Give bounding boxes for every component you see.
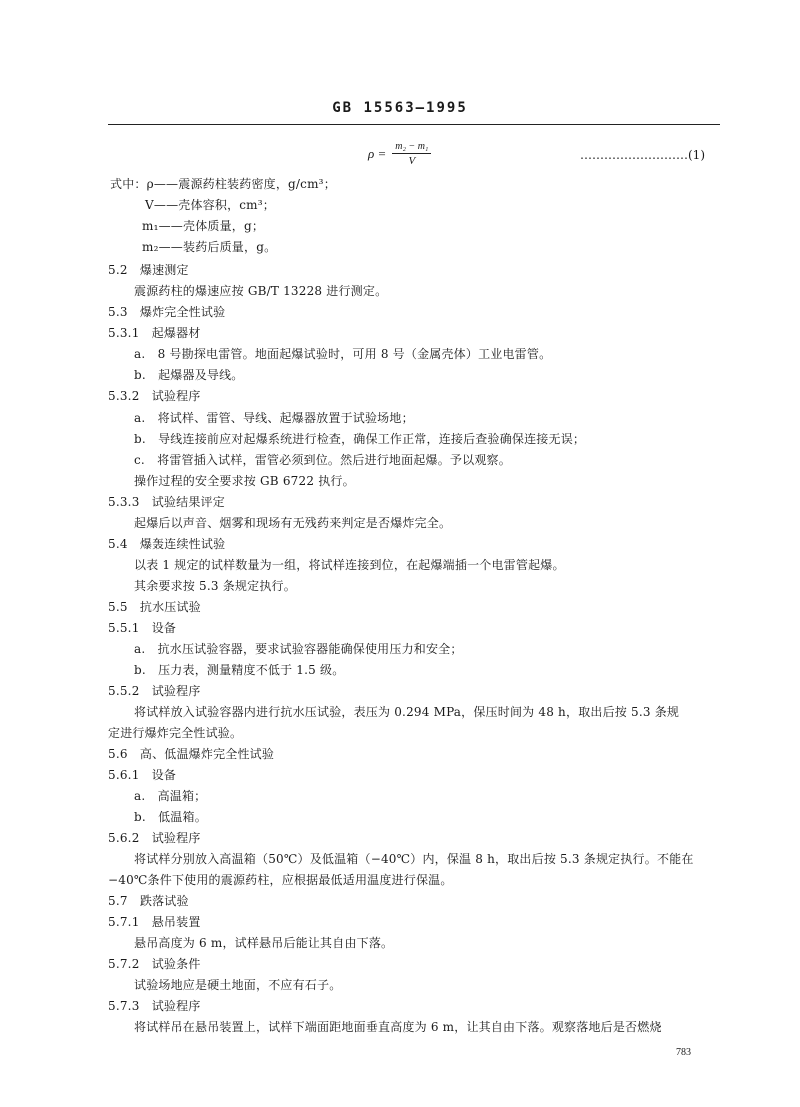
text-line: 将试样放入试验容器内进行抗水压试验，表压为 0.294 MPa，保压时间为 48 h，取出后按 5.3 条规 — [134, 705, 680, 719]
section-heading: 5.6.2 试验程序 — [108, 831, 201, 845]
text-line: 其余要求按 5.3 条规定执行。 — [134, 579, 296, 593]
formula-denominator: V — [408, 155, 416, 167]
section-heading: 5.7.2 试验条件 — [108, 957, 201, 971]
text-line: 震源药柱的爆速应按 GB/T 13228 进行测定。 — [134, 284, 388, 298]
section-heading: 5.7.1 悬吊装置 — [108, 915, 201, 929]
text-line: 试验场地应是硬土地面，不应有石子。 — [134, 978, 342, 992]
formula-numerator: m₂ − m₁ — [392, 141, 431, 154]
text-line: −40℃条件下使用的震源药柱，应根据最低适用温度进行保温。 — [108, 873, 453, 887]
formula-fraction — [392, 141, 431, 167]
text-line: 将试样分别放入高温箱（50℃）及低温箱（−40℃）内，保温 8 h，取出后按 5.3 条规定执行。不能在 — [134, 852, 694, 866]
text-line: 悬吊高度为 6 m，试样悬吊后能让其自由下落。 — [134, 936, 394, 950]
section-heading: 5.5.1 设备 — [108, 621, 177, 635]
list-item: b. 压力表，测量精度不低于 1.5 级。 — [134, 663, 345, 677]
list-item: c. 将雷管插入试样，雷管必须到位。然后进行地面起爆。予以观察。 — [134, 453, 511, 467]
list-item: a. 将试样、雷管、导线、起爆器放置于试验场地； — [134, 411, 414, 425]
density-formula — [368, 141, 431, 167]
list-item: a. 8 号勘探电雷管。地面起爆试验时，可用 8 号（金属壳体）工业电雷管。 — [134, 347, 552, 361]
section-heading: 5.7 跌落试验 — [108, 894, 189, 908]
text-line: 定进行爆炸完全性试验。 — [108, 726, 243, 740]
section-heading: 5.3.2 试验程序 — [108, 389, 201, 403]
page-number: 783 — [676, 1047, 691, 1058]
list-item: b. 导线连接前应对起爆系统进行检查，确保工作正常，连接后查验确保连接无误； — [134, 432, 586, 446]
text-line: 操作过程的安全要求按 GB 6722 执行。 — [134, 474, 355, 488]
section-heading: 5.3 爆炸完全性试验 — [108, 305, 226, 319]
text-line: m₁——壳体质量，g； — [142, 219, 265, 233]
text-line: m₂——装药后质量，g。 — [142, 240, 277, 254]
text-line: V——壳体容积，cm³； — [145, 198, 275, 212]
section-heading: 5.6 高、低温爆炸完全性试验 — [108, 747, 275, 761]
list-item: b. 低温箱。 — [134, 810, 207, 824]
formula-number: ………………………(1) — [580, 148, 705, 162]
text-line: 起爆后以声音、烟雾和现场有无残药来判定是否爆炸完全。 — [134, 516, 452, 530]
standard-header: GB 15563—1995 — [332, 100, 468, 116]
section-heading: 5.3.1 起爆器材 — [108, 326, 201, 340]
text-line: 以表 1 规定的试样数量为一组，将试样连接到位，在起爆端插一个电雷管起爆。 — [134, 558, 565, 572]
section-heading: 5.2 爆速测定 — [108, 263, 189, 277]
section-heading: 5.7.3 试验程序 — [108, 999, 201, 1013]
section-heading: 5.6.1 设备 — [108, 768, 177, 782]
text-line: 式中：ρ——震源药柱装药密度，g/cm³； — [110, 177, 336, 191]
section-heading: 5.5.2 试验程序 — [108, 684, 201, 698]
section-heading: 5.3.3 试验结果评定 — [108, 495, 225, 509]
section-heading: 5.4 爆轰连续性试验 — [108, 537, 226, 551]
list-item: b. 起爆器及导线。 — [134, 368, 244, 382]
text-line: 将试样吊在悬吊装置上，试样下端面距地面垂直高度为 6 m，让其自由下落。观察落地后是否燃烧 — [134, 1020, 662, 1034]
header-rule — [108, 124, 720, 125]
formula-lhs: ρ = — [368, 146, 387, 161]
list-item: a. 抗水压试验容器，要求试验容器能确保使用压力和安全； — [134, 642, 463, 656]
list-item: a. 高温箱； — [134, 789, 207, 803]
section-heading: 5.5 抗水压试验 — [108, 600, 201, 614]
